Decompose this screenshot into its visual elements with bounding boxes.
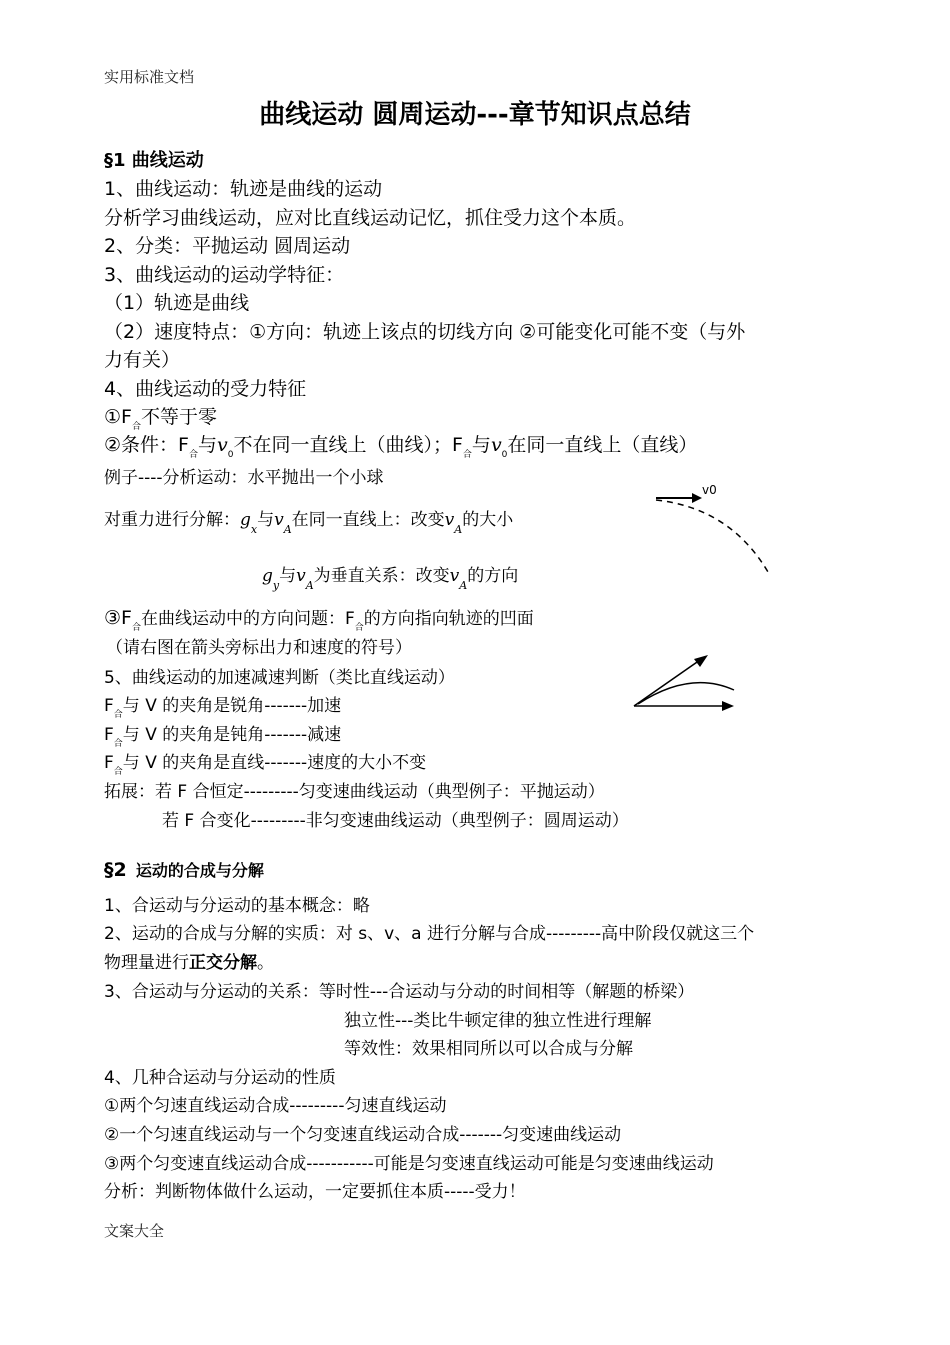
subscript-a: A	[459, 579, 468, 592]
velocity-symbol: v	[217, 434, 228, 456]
text: 与	[197, 434, 217, 456]
text: 为垂直关系：改变	[313, 566, 450, 586]
s1-line-2: 分析学习曲线运动，应对比直线运动记忆，抓住受力这个本质。	[104, 207, 637, 229]
s1-line-6: （2）速度特点：①方向：轨迹上该点的切线方向 ②可能变化可能不变（与外	[104, 321, 746, 343]
text: F	[104, 696, 114, 716]
subscript-y: y	[272, 579, 280, 592]
text: F	[104, 725, 114, 745]
subscript-he: 合	[113, 739, 123, 749]
v0-label: v0	[702, 483, 717, 497]
subscript-0: 0	[501, 450, 508, 460]
subscript-he: 合	[188, 450, 198, 460]
page-footer: 文案大全	[104, 1222, 165, 1240]
s2-line-10: ③两个匀变速直线运动合成-----------可能是匀变速直线运动可能是匀变速曲线运动	[104, 1154, 714, 1174]
s1-line-7: 力有关）	[104, 349, 181, 371]
s2-line-11: 分析：判断物体做什么运动，一定要抓住本质-----受力！	[104, 1182, 526, 1202]
s1-decompose-2	[262, 561, 518, 592]
v-symbol: v	[274, 510, 284, 530]
g-symbol: g	[262, 566, 273, 586]
section-title: 运动的合成与分解	[135, 861, 264, 880]
s2-line-4: 3、合运动与分运动的关系：等时性---合运动与分动的时间相等（解题的桥梁）	[104, 982, 695, 1002]
subscript-he: 合	[113, 710, 123, 720]
text: F	[104, 753, 114, 773]
subscript-he: 合	[113, 767, 123, 777]
s1-line-13: 5、曲线运动的加速减速判断（类比直线运动）	[104, 668, 455, 688]
s2-line-1: 1、合运动与分运动的基本概念：略	[104, 896, 370, 916]
text: 在同一直线上（直线）	[507, 434, 698, 456]
emphasis: 正交分解	[189, 953, 257, 973]
s1-decompose-1	[104, 505, 513, 536]
velocity-arrowhead	[722, 701, 734, 711]
s1-line-9	[104, 402, 217, 432]
s1-line-3: 2、分类：平抛运动 圆周运动	[104, 235, 351, 257]
s2-line-6: 等效性：效果相同所以可以合成与分解	[344, 1039, 633, 1059]
text: 与 V 的夹角是锐角-------加速	[122, 696, 342, 716]
s1-accel-acute	[104, 691, 341, 720]
text: 。	[257, 953, 274, 973]
subscript-a: A	[283, 523, 292, 536]
subscript-he: 合	[131, 623, 141, 633]
velocity-arrowhead	[692, 493, 702, 503]
s1-line-10	[104, 430, 697, 460]
text: ①F	[104, 406, 132, 428]
s1-accel-right	[104, 748, 426, 777]
v-symbol: v	[444, 510, 455, 530]
velocity-symbol: v	[490, 434, 502, 456]
force-arrowhead	[694, 655, 708, 667]
text: 的大小	[462, 510, 514, 530]
text: 与 V 的夹角是直线-------速度的大小不变	[122, 753, 427, 773]
subscript-0: 0	[227, 450, 234, 460]
document-title: 曲线运动 圆周运动---章节知识点总结	[259, 100, 691, 130]
text: 在同一直线上：改变	[291, 510, 445, 530]
force-velocity-figure	[630, 650, 740, 720]
text: 对重力进行分解：	[104, 510, 240, 530]
g-symbol: g	[240, 510, 251, 530]
s1-line-8: 4、曲线运动的受力特征	[104, 378, 307, 400]
s1-extension-2: 若 F 合变化---------非匀变速曲线运动（典型例子：圆周运动）	[162, 811, 629, 831]
s2-line-8: ①两个匀速直线运动合成---------匀速直线运动	[104, 1096, 447, 1116]
s1-line-4: 3、曲线运动的运动学特征：	[104, 264, 345, 286]
subscript-x: x	[250, 523, 258, 536]
s2-line-9: ②一个匀速直线运动与一个匀变速直线运动合成-------匀变速曲线运动	[104, 1125, 622, 1145]
s1-line-11	[104, 604, 534, 633]
subscript-a: A	[454, 523, 463, 536]
section-2-heading	[104, 858, 264, 881]
text: 的方向	[467, 566, 519, 586]
text: 在曲线运动中的方向问题：F	[140, 609, 355, 629]
text: 不在同一直线上（曲线）；F	[233, 434, 463, 456]
s2-line-3	[104, 948, 274, 973]
section-1-heading: §1 曲线运动	[104, 150, 204, 171]
text: 与	[279, 566, 297, 586]
section-symbol: §2	[104, 859, 127, 881]
s1-extension-1: 拓展：若 F 合恒定---------匀变速曲线运动（典型例子：平抛运动）	[104, 782, 605, 802]
s1-accel-obtuse	[104, 720, 341, 749]
v-symbol: v	[449, 566, 460, 586]
subscript-he: 合	[354, 623, 364, 633]
text: 物理量进行	[104, 953, 189, 973]
text: 的方向指向轨迹的凹面	[363, 609, 534, 629]
s1-line-5: （1）轨迹是曲线	[104, 292, 250, 314]
s2-line-7: 4、几种合运动与分运动的性质	[104, 1068, 336, 1088]
page-header: 实用标准文档	[104, 68, 195, 86]
s2-line-2: 2、运动的合成与分解的实质：对 s、v、a 进行分解与合成---------高中阶段仅就这三个	[104, 924, 755, 944]
subscript-he: 合	[462, 450, 472, 460]
subscript-a: A	[305, 579, 314, 592]
text: 与	[257, 510, 275, 530]
s2-line-5: 独立性---类比牛顿定律的独立性进行理解	[344, 1011, 652, 1031]
text: ②条件：F	[104, 434, 189, 456]
s1-line-1: 1、曲线运动：轨迹是曲线的运动	[104, 178, 383, 200]
v-symbol: v	[296, 566, 306, 586]
text: 与 V 的夹角是钝角-------减速	[122, 725, 342, 745]
text: 不等于零	[140, 406, 217, 428]
s1-line-12: （请右图在箭头旁标出力和速度的符号）	[106, 638, 412, 658]
text: ③F	[104, 607, 132, 629]
s1-example: 例子----分析运动：水平抛出一个小球	[104, 468, 384, 488]
projectile-figure	[650, 478, 780, 578]
text: 与	[471, 434, 491, 456]
subscript-he: 合	[131, 422, 141, 432]
trajectory-curve	[656, 500, 768, 572]
